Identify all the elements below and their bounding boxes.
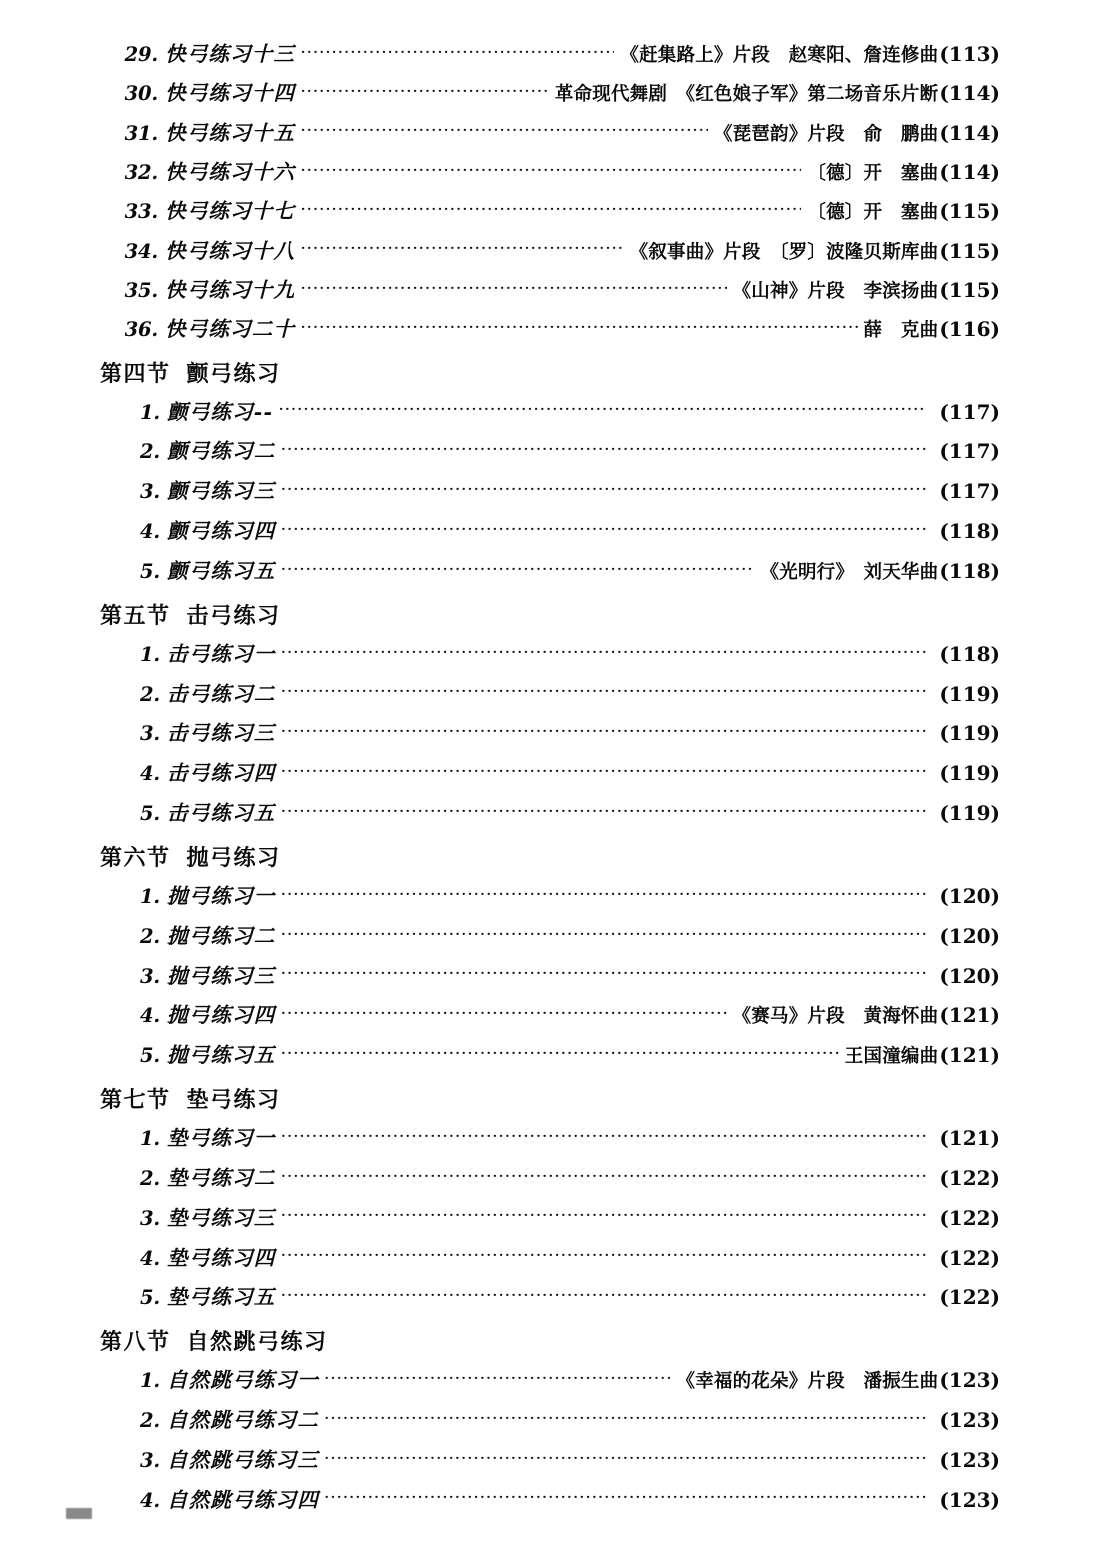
toc-leader-dots <box>281 1290 928 1311</box>
toc-entry-title: 快弓练习十六 <box>165 159 296 184</box>
toc-entry-title: 颤弓练习二 <box>167 439 276 464</box>
toc-section-list <box>96 357 1000 1514</box>
toc-entry-number: 3. <box>140 964 160 988</box>
toc-entry-page-number: (119) <box>939 801 1000 826</box>
toc-section-title: 垫弓练习 <box>186 1087 281 1114</box>
toc-entry[interactable] <box>96 642 1000 668</box>
toc-entry[interactable] <box>96 519 1000 545</box>
toc-section-heading[interactable] <box>96 1325 1000 1356</box>
toc-section-title: 抛弓练习 <box>186 844 281 871</box>
toc-entry[interactable] <box>96 1043 1000 1069</box>
toc-entry-title: 击弓练习一 <box>167 641 276 666</box>
toc-entry[interactable] <box>96 278 1000 304</box>
toc-entry-title: 快弓练习二十 <box>165 317 296 342</box>
toc-entry-number: 4. <box>140 1246 160 1270</box>
toc-entry-attribution: 《山神》片段 李滨扬曲 <box>732 280 939 302</box>
toc-leader-dots <box>281 484 928 505</box>
toc-entry-page-number: (119) <box>939 761 1000 786</box>
toc-entry-number: 32. <box>124 160 158 184</box>
toc-entry[interactable] <box>96 42 1000 68</box>
toc-leader-dots <box>278 405 927 426</box>
toc-entry-title: 垫弓练习五 <box>167 1285 276 1310</box>
toc-section-heading[interactable] <box>96 841 1000 872</box>
toc-entry-page-number: (123) <box>939 1447 1000 1472</box>
toc-entry-page-number: (114) <box>939 81 1000 106</box>
toc-entry-page-number: (119) <box>939 681 1000 706</box>
toc-top-entry-list <box>96 42 1000 343</box>
toc-entry[interactable] <box>96 81 1000 107</box>
toc-leader-dots <box>281 1131 928 1152</box>
toc-entry-title: 垫弓练习四 <box>167 1245 276 1270</box>
toc-entry[interactable] <box>96 924 1000 950</box>
toc-section-number: 第七节 <box>100 1087 171 1114</box>
toc-entry-number: 2. <box>140 1166 160 1190</box>
toc-entry[interactable] <box>96 1448 1000 1474</box>
toc-entry[interactable] <box>96 1368 1000 1394</box>
toc-entry-page-number: (120) <box>939 883 1000 908</box>
toc-leader-dots <box>281 524 928 545</box>
toc-entry-page-number: (121) <box>939 1003 1000 1028</box>
toc-entry-number: 4. <box>140 520 160 544</box>
toc-entry-attribution: 〔德〕开 塞曲 <box>807 162 939 184</box>
toc-section-number: 第五节 <box>100 602 171 629</box>
toc-leader-dots <box>281 1048 839 1069</box>
toc-entry-number: 4. <box>140 1004 160 1028</box>
toc-leader-dots <box>300 244 623 265</box>
toc-entry-attribution: 《赛马》片段 黄海怀曲 <box>732 1006 939 1028</box>
toc-leader-dots <box>300 47 614 68</box>
toc-entry-number: 2. <box>140 1409 160 1433</box>
toc-entry-attribution: 《赶集路上》片段 赵寒阳、詹连修曲 <box>620 45 939 66</box>
toc-entry[interactable] <box>96 1003 1000 1029</box>
toc-leader-dots <box>300 165 801 186</box>
toc-leader-dots <box>324 1413 927 1434</box>
toc-entry-page-number: (118) <box>939 641 1000 666</box>
toc-entry-title: 颤弓练习三 <box>167 479 276 504</box>
toc-entry-title: 击弓练习四 <box>167 761 276 786</box>
toc-entry-number: 33. <box>124 200 158 224</box>
toc-section-title: 击弓练习 <box>186 602 281 629</box>
toc-leader-dots <box>281 564 755 585</box>
toc-entry[interactable] <box>96 1285 1000 1311</box>
toc-entry-title: 快弓练习十四 <box>165 81 296 106</box>
toc-leader-dots <box>281 444 928 465</box>
toc-leader-dots <box>281 806 928 827</box>
toc-entry-page-number: (113) <box>939 42 1000 66</box>
toc-entry-title: 自然跳弓练习四 <box>167 1487 319 1512</box>
toc-entry-number: 30. <box>124 82 158 106</box>
toc-entry-title: 颤弓练习五 <box>167 558 276 583</box>
toc-entry-page-number: (123) <box>939 1368 1000 1393</box>
toc-entry-number: 2. <box>140 924 160 948</box>
toc-entry[interactable] <box>96 1408 1000 1434</box>
toc-section-entries <box>96 1126 1000 1311</box>
toc-section-heading[interactable] <box>96 599 1000 630</box>
toc-entry-number: 3. <box>140 1206 160 1230</box>
toc-entry-page-number: (118) <box>939 519 1000 544</box>
toc-section-entries <box>96 642 1000 827</box>
toc-entry[interactable] <box>96 239 1000 265</box>
toc-entry-number: 5. <box>140 1286 160 1310</box>
toc-entry-number: 3. <box>140 1448 160 1472</box>
toc-entry-page-number: (122) <box>939 1285 1000 1310</box>
toc-entry-page-number: (116) <box>939 317 1000 342</box>
toc-leader-dots <box>300 126 708 147</box>
toc-entry[interactable] <box>96 199 1000 225</box>
toc-entry-page-number: (122) <box>939 1205 1000 1230</box>
toc-entry-title: 抛弓练习三 <box>167 963 276 988</box>
toc-entry-title: 抛弓练习五 <box>167 1043 276 1068</box>
toc-section-number: 第八节 <box>100 1329 171 1356</box>
toc-leader-dots <box>324 1493 927 1514</box>
toc-entry-title: 击弓练习二 <box>167 681 276 706</box>
toc-entry[interactable] <box>96 721 1000 747</box>
toc-entry-title: 击弓练习三 <box>167 721 276 746</box>
toc-leader-dots <box>281 1171 928 1192</box>
toc-entry-page-number: (117) <box>939 479 1000 504</box>
toc-entry-number: 2. <box>140 682 160 706</box>
toc-leader-dots <box>300 322 857 343</box>
toc-entry[interactable] <box>96 121 1000 147</box>
toc-entry-page-number: (115) <box>939 277 1000 302</box>
toc-entry-number: 4. <box>140 1488 160 1512</box>
toc-entry-number: 5. <box>140 559 160 583</box>
toc-leader-dots <box>324 1453 927 1474</box>
toc-entry-number: 1. <box>140 1127 160 1151</box>
toc-entry-page-number: (119) <box>939 721 1000 746</box>
toc-entry-title: 自然跳弓练习二 <box>167 1408 319 1433</box>
toc-entry-title: 自然跳弓练习三 <box>167 1447 319 1472</box>
toc-entry-page-number: (117) <box>939 439 1000 464</box>
toc-section-title: 自然跳弓练习 <box>186 1329 328 1356</box>
toc-entry-page-number: (115) <box>939 199 1000 224</box>
toc-entry-number: 1. <box>140 1369 160 1393</box>
toc-entry-number: 3. <box>140 722 160 746</box>
toc-entry-page-number: (123) <box>939 1408 1000 1433</box>
toc-leader-dots <box>281 766 928 787</box>
toc-entry[interactable] <box>96 317 1000 343</box>
toc-entry-page-number: (123) <box>939 1487 1000 1512</box>
toc-entry[interactable] <box>96 761 1000 787</box>
toc-entry-attribution: 《幸福的花朵》片段 潘振生曲 <box>676 1371 939 1393</box>
toc-leader-dots <box>281 647 928 668</box>
toc-entry-page-number: (114) <box>939 159 1000 184</box>
toc-leader-dots <box>300 204 801 225</box>
toc-entry-title: 抛弓练习四 <box>167 1003 276 1028</box>
toc-entry-page-number: (117) <box>939 399 1000 424</box>
toc-section-entries <box>96 1368 1000 1513</box>
toc-entry[interactable] <box>96 1206 1000 1232</box>
toc-entry[interactable] <box>96 400 1000 426</box>
toc-entry-number: 1. <box>140 642 160 666</box>
toc-entry-title: 垫弓练习二 <box>167 1165 276 1190</box>
toc-entry[interactable] <box>96 801 1000 827</box>
toc-entry-number: 31. <box>124 121 158 145</box>
toc-entry-page-number: (120) <box>939 923 1000 948</box>
toc-leader-dots <box>281 726 928 747</box>
toc-entry-title: 快弓练习十三 <box>165 42 296 66</box>
toc-entry[interactable] <box>96 682 1000 708</box>
toc-entry[interactable] <box>96 559 1000 585</box>
toc-entry-page-number: (122) <box>939 1165 1000 1190</box>
toc-entry-page-number: (121) <box>939 1043 1000 1068</box>
toc-entry-page-number: (120) <box>939 963 1000 988</box>
toc-entry[interactable] <box>96 160 1000 186</box>
toc-section-heading[interactable] <box>96 357 1000 388</box>
toc-entry-number: 3. <box>140 480 160 504</box>
toc-entry[interactable] <box>96 1246 1000 1272</box>
toc-section-title: 颤弓练习 <box>186 360 281 387</box>
toc-entry-title: 抛弓练习一 <box>167 883 276 908</box>
toc-section-heading[interactable] <box>96 1083 1000 1114</box>
toc-leader-dots <box>324 1373 671 1394</box>
toc-entry-number: 5. <box>140 1044 160 1068</box>
toc-entry-attribution: 〔德〕开 塞曲 <box>807 202 939 224</box>
toc-leader-dots <box>281 929 928 950</box>
toc-entry-page-number: (114) <box>939 120 1000 145</box>
toc-entry-attribution: 《叙事曲》片段 〔罗〕波隆贝斯库曲 <box>629 241 939 263</box>
toc-entry[interactable] <box>96 1126 1000 1152</box>
toc-entry-title: 快弓练习十七 <box>165 199 296 224</box>
toc-entry[interactable] <box>96 439 1000 465</box>
toc-leader-dots <box>281 1008 727 1029</box>
toc-entry-title: 快弓练习十九 <box>165 277 296 302</box>
toc-leader-dots <box>281 687 928 708</box>
toc-entry-number: 5. <box>140 802 160 826</box>
toc-entry[interactable] <box>96 479 1000 505</box>
toc-entry-attribution: 《光明行》 刘天华曲 <box>760 561 939 583</box>
scan-artifact-mark <box>66 1508 92 1519</box>
toc-entry-title: 颤弓练习四 <box>167 519 276 544</box>
toc-leader-dots <box>281 969 928 990</box>
toc-entry-number: 1. <box>140 400 160 424</box>
toc-entry-title: 颤弓练习-- <box>167 399 274 424</box>
toc-entry[interactable] <box>96 964 1000 990</box>
toc-section-entries <box>96 400 1000 585</box>
toc-section-entries <box>96 884 1000 1069</box>
toc-entry-page-number: (121) <box>939 1126 1000 1151</box>
toc-entry-title: 垫弓练习一 <box>167 1126 276 1151</box>
toc-entry-page-number: (122) <box>939 1245 1000 1270</box>
toc-leader-dots <box>281 1211 928 1232</box>
toc-entry-number: 4. <box>140 762 160 786</box>
toc-entry[interactable] <box>96 1166 1000 1192</box>
toc-leader-dots <box>281 1251 928 1272</box>
toc-entry-attribution: 王国潼编曲 <box>844 1046 939 1068</box>
toc-leader-dots <box>300 86 549 107</box>
toc-entry-title: 抛弓练习二 <box>167 923 276 948</box>
toc-entry-title: 快弓练习十八 <box>165 238 296 263</box>
toc-entry-number: 36. <box>124 318 158 342</box>
toc-entry-number: 34. <box>124 239 158 263</box>
toc-entry-title: 垫弓练习三 <box>167 1205 276 1230</box>
toc-entry-number: 2. <box>140 440 160 464</box>
toc-leader-dots <box>300 283 726 304</box>
toc-entry-attribution: 薛 克曲 <box>863 320 939 342</box>
toc-entry-attribution: 《琵琶韵》片段 俞 鹏曲 <box>713 123 939 145</box>
toc-entry[interactable] <box>96 884 1000 910</box>
toc-entry-number: 29. <box>124 43 158 66</box>
toc-entry-title: 自然跳弓练习一 <box>167 1368 319 1393</box>
toc-entry-page-number: (118) <box>939 558 1000 583</box>
toc-section-number: 第四节 <box>100 360 171 387</box>
toc-leader-dots <box>281 889 928 910</box>
toc-entry[interactable] <box>96 1488 1000 1514</box>
toc-entry-title: 快弓练习十五 <box>165 120 296 145</box>
toc-section-number: 第六节 <box>100 844 171 871</box>
toc-entry-title: 击弓练习五 <box>167 801 276 826</box>
toc-entry-number: 35. <box>124 278 158 302</box>
toc-entry-number: 1. <box>140 884 160 908</box>
toc-entry-page-number: (115) <box>939 238 1000 263</box>
toc-entry-attribution: 革命现代舞剧 《红色娘子军》第二场音乐片断 <box>554 84 939 106</box>
